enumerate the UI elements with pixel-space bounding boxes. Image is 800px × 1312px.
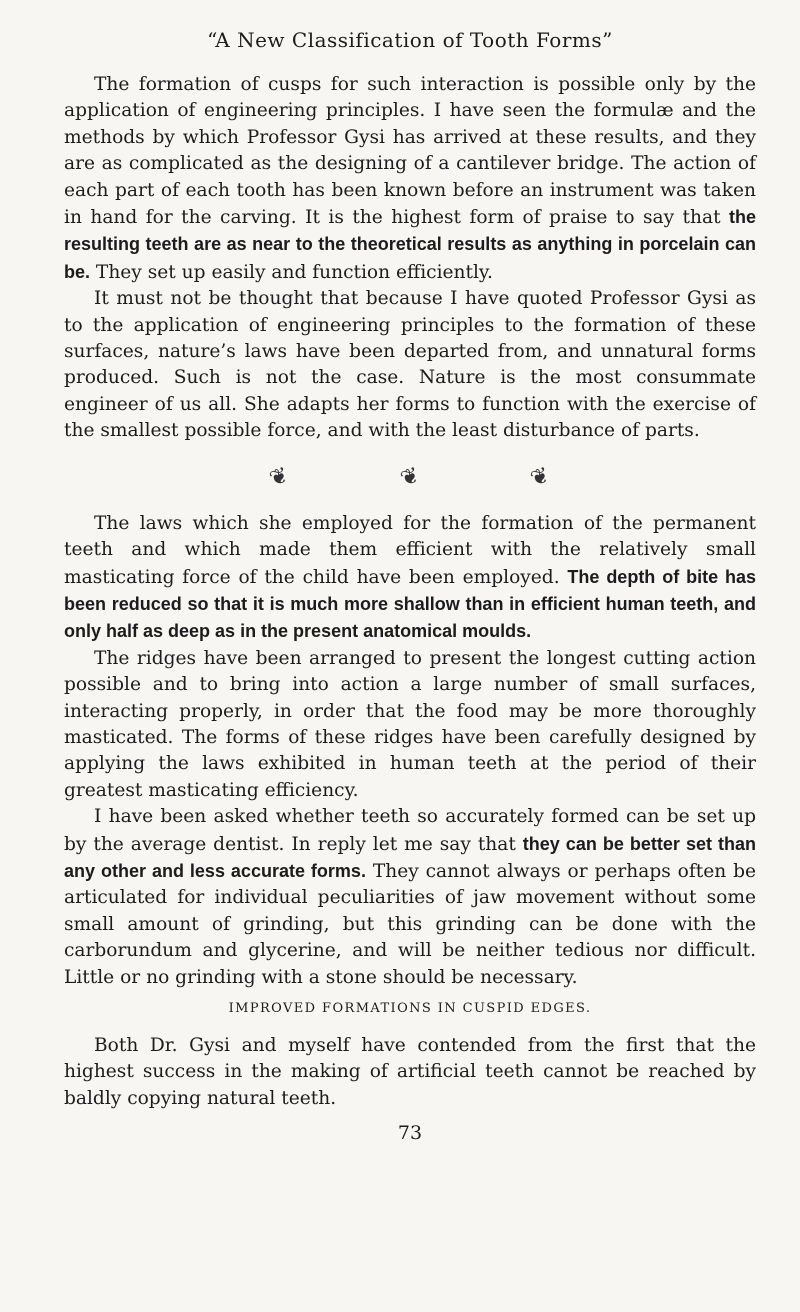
paragraph-5-text-a: I have been asked whether teeth so accurately formed can be set up by the average dentist. In reply let me say that (64, 806, 756, 855)
fleuron-icon: ❦ (266, 462, 293, 493)
page (64, 0, 756, 1144)
paragraph-3-emphasis: The depth of bite has been reduced so that it is much more shallow than in efficient human teeth, and only half as deep as in the present anatomical moulds. (64, 566, 756, 642)
paragraph-4: The ridges have been arranged to present the longest cutting action possible and to bring into action a large number of small surfaces, interacting properly, in order that the food may be more thoroughly masticated. The forms of these ridges have been carefully designed by applying the laws exhibited in human teeth at the period of their greatest masticating efficiency. (64, 647, 756, 801)
paragraph-3 (64, 511, 756, 646)
section-break (64, 445, 756, 511)
section-subheading: IMPROVED FORMATIONS IN CUSPID EDGES. (228, 1001, 592, 1016)
paragraph-5-emphasis: they can be better set than any other and less accurate forms. (64, 833, 756, 881)
paragraph-6: Both Dr. Gysi and myself have contended from the first that the highest success in the making of artificial teeth cannot be reached by baldly copying natural teeth. (64, 1035, 756, 1109)
paragraph-5-text-c: They cannot always or perhaps often be articulated for individual peculiarities of jaw movement without some small amount of grinding, but this grinding can be done with the carborundum and glycerine, and will be neither tedious nor difficult. Little or no grinding with a stone should be necessary. (64, 860, 756, 988)
paragraph-1-emphasis: the resulting teeth are as near to the theoretical results as anything in porcelain can be. (64, 207, 756, 282)
paragraph-3-text-a: The laws which she employed for the formation of the permanent teeth and which made them efficient with the relatively small masticating force of the child have been employed. (64, 512, 756, 588)
fleuron-icon: ❦ (527, 462, 554, 493)
running-title: “A New Classification of Tooth Forms” (207, 28, 613, 52)
paragraph-1-text-a: The formation of cusps for such interaction is possible only by the application of engineering principles. I have seen the formulæ and the methods by which Professor Gysi has arrived at these results, and they are as complicated as the designing of a cantilever bridge. The action of each part of each tooth has been known before an instrument was taken in hand for the carving. It is the highest form of praise to say that (64, 74, 756, 229)
paragraph-1-text-c: They set up easily and function efficiently. (90, 261, 493, 283)
page-number: 73 (397, 1122, 423, 1145)
fleuron-icon: ❦ (397, 462, 423, 493)
paragraph-2: It must not be thought that because I have quoted Professor Gysi as to the application of engineering principles to the formation of these surfaces, nature’s laws have been departed from, and unnatural forms produced. Such is not the case. Nature is the most consummate engineer of us all. She adapts her forms to function with the exercise of the smallest possible force, and with the least disturbance of parts. (64, 288, 756, 442)
paragraph-5 (64, 804, 756, 991)
paragraph-1 (64, 72, 756, 286)
